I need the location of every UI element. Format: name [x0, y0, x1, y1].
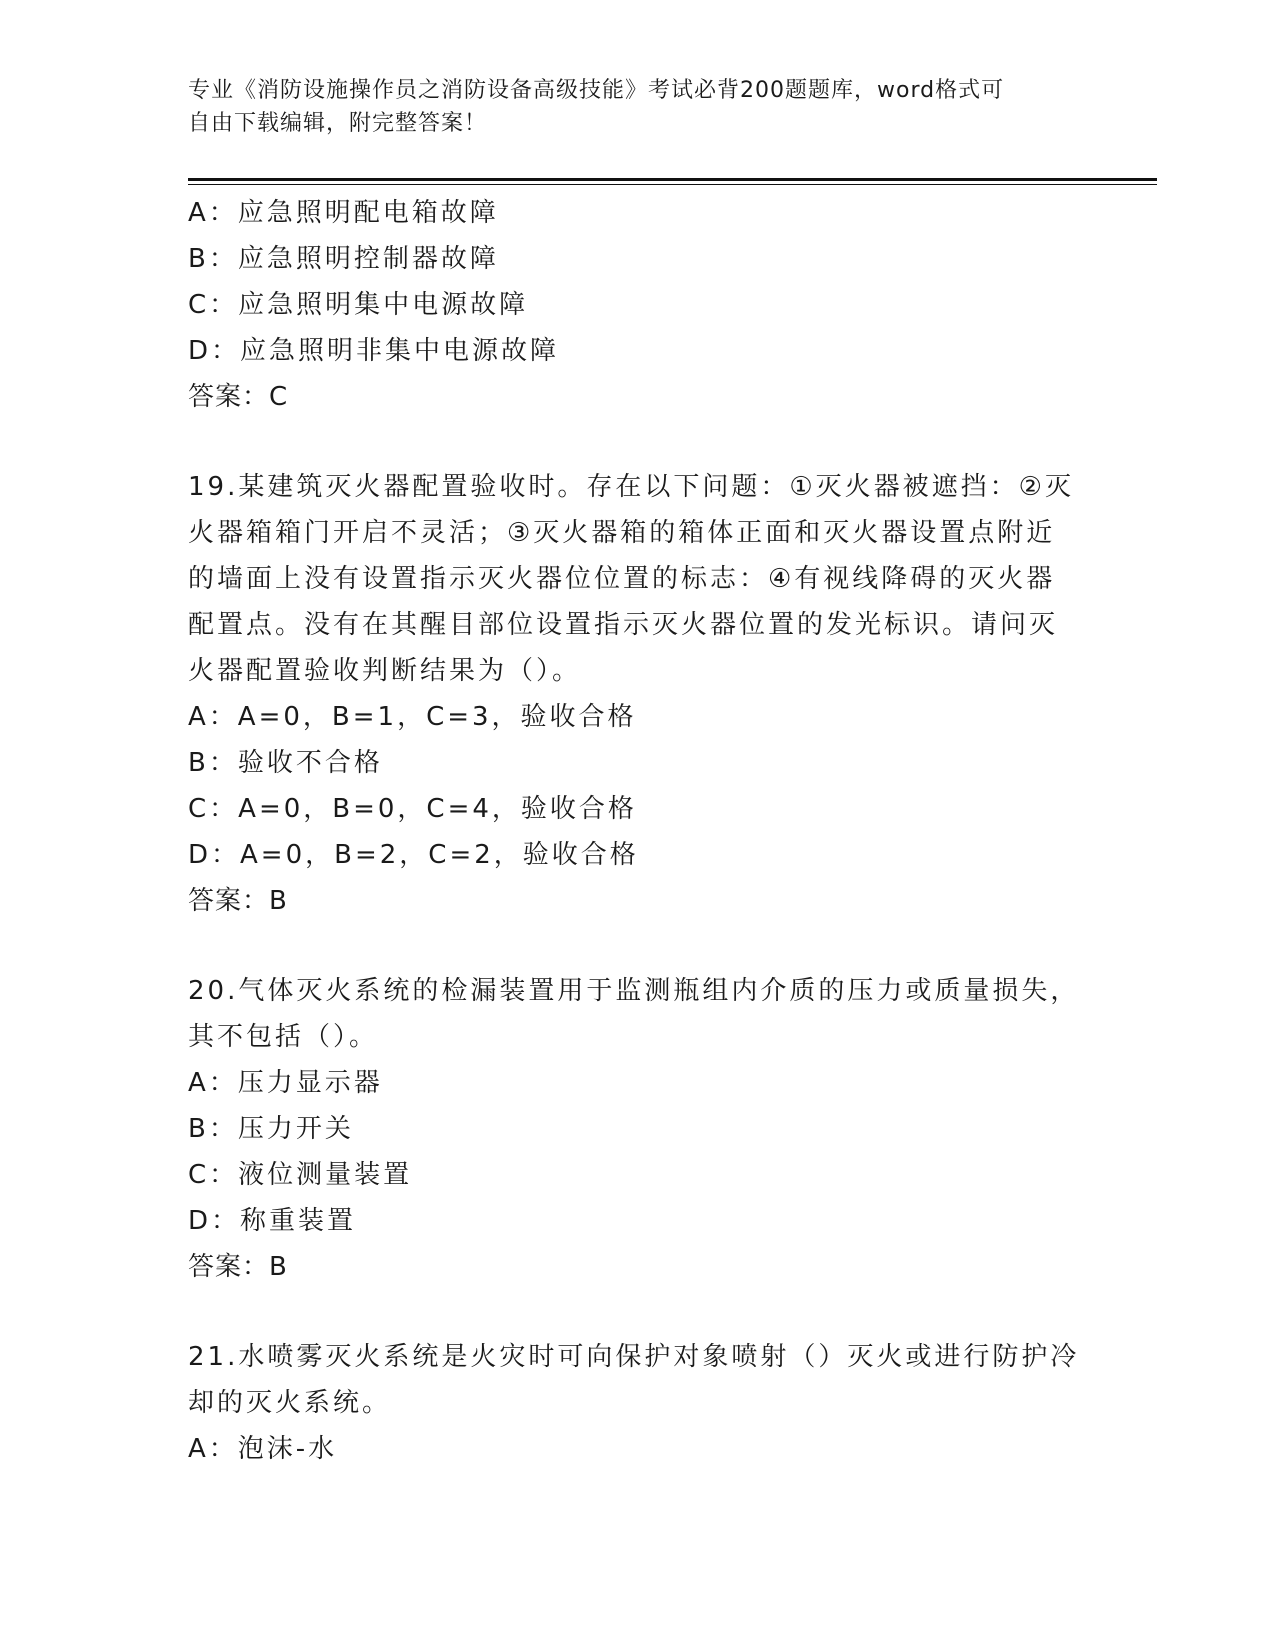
header-line-2: 自由下载编辑，附完整答案！ — [188, 111, 488, 136]
option-a: A：泡沫-水 — [188, 1434, 338, 1464]
header-divider-thin — [188, 184, 1157, 185]
question-text-line: 21.水喷雾灭火系统是火灾时可向保护对象喷射（）灭火或进行防护冷 — [188, 1342, 1080, 1372]
option-c: C：应急照明集中电源故障 — [188, 290, 529, 320]
document-header — [188, 74, 1068, 140]
option-a: A：应急照明配电箱故障 — [188, 198, 499, 228]
option-b: B：验收不合格 — [188, 748, 383, 778]
option-d: D：应急照明非集中电源故障 — [188, 336, 560, 366]
question-19-block — [188, 464, 1088, 924]
question-text-line: 却的灭火系统。 — [188, 1388, 392, 1418]
option-b: B：应急照明控制器故障 — [188, 244, 499, 274]
question-text-line: 火器箱箱门开启不灵活；③灭火器箱的箱体正面和灭火器设置点附近 — [188, 518, 1056, 548]
option-c: C：A=0，B=0，C=4，验收合格 — [188, 794, 637, 824]
answer-line: 答案：C — [188, 382, 289, 412]
question-text-line: 的墙面上没有设置指示灭火器位位置的标志：④有视线降碍的灭火器 — [188, 564, 1056, 594]
option-a: A：压力显示器 — [188, 1068, 383, 1098]
header-line-1: 专业《消防设施操作员之消防设备高级技能》考试必背200题题库，word格式可 — [188, 78, 1005, 103]
answer-line: 答案：B — [188, 886, 288, 916]
spacer — [188, 1290, 1088, 1334]
spacer — [188, 420, 1088, 464]
question-text-line: 配置点。没有在其醒目部位设置指示灭火器位置的发光标识。请问灭 — [188, 610, 1059, 640]
question-content — [188, 190, 1088, 1472]
option-b: B：压力开关 — [188, 1114, 354, 1144]
answer-line: 答案：B — [188, 1252, 288, 1282]
question-18-block — [188, 190, 1088, 420]
option-c: C：液位测量装置 — [188, 1160, 413, 1190]
spacer — [188, 924, 1088, 968]
option-a: A：A=0，B=1，C=3，验收合格 — [188, 702, 637, 732]
header-divider-thick — [188, 178, 1157, 181]
question-text-line: 火器配置验收判断结果为（）。 — [188, 656, 582, 686]
option-d: D：A=0，B=2，C=2，验收合格 — [188, 840, 639, 870]
question-text-line: 19.某建筑灭火器配置验收时。存在以下问题：①灭火器被遮挡：②灭 — [188, 472, 1074, 502]
question-21-block — [188, 1334, 1088, 1472]
question-text-line: 其不包括（）。 — [188, 1022, 379, 1052]
option-d: D：称重装置 — [188, 1206, 357, 1236]
question-20-block — [188, 968, 1088, 1290]
question-text-line: 20.气体灭火系统的检漏装置用于监测瓶组内介质的压力或质量损失， — [188, 976, 1080, 1006]
